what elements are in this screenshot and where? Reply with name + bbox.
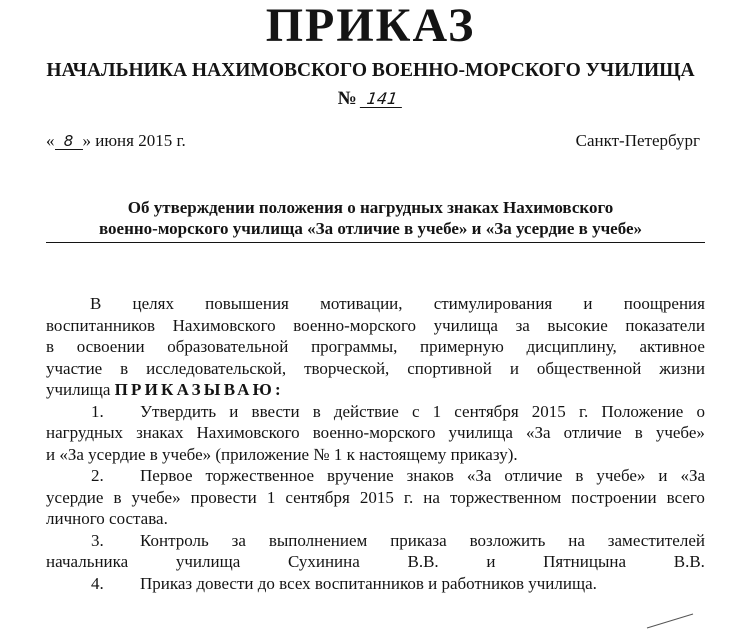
item-4-line-1: [46, 573, 705, 595]
word: за: [231, 530, 246, 550]
word: учебе»: [131, 487, 181, 507]
date-open-quote: «: [46, 131, 55, 150]
word: военно-морского: [293, 315, 417, 335]
item-2-line-2: [46, 487, 705, 509]
word: возложить: [469, 530, 546, 550]
word: «За: [680, 466, 705, 485]
item-2-line-3: личного состава.: [46, 509, 168, 528]
word: построении: [571, 487, 657, 507]
word: отличие: [504, 466, 563, 485]
intro-word: и: [583, 294, 593, 313]
word: в: [120, 358, 129, 378]
word: освоении: [76, 337, 145, 356]
intro-word: поощрения: [623, 294, 705, 313]
word: 1: [432, 401, 442, 421]
word: училища: [448, 423, 513, 442]
item-text: Приказ довести до всех воспитанников и работников училища.: [140, 573, 597, 593]
word: «За: [525, 423, 551, 442]
word: отличие: [563, 423, 622, 442]
word: училища: [175, 552, 241, 571]
word: образовательной: [167, 337, 289, 356]
word: в: [46, 337, 55, 356]
date-rest: » июня 2015 г.: [82, 131, 186, 150]
word: участие: [46, 358, 103, 378]
word: показатели: [625, 315, 705, 335]
word: на: [568, 530, 585, 550]
intro-word: стимулирования: [433, 294, 553, 313]
word: Положение: [601, 401, 684, 421]
intro-word: целях: [132, 294, 174, 313]
date-day-handwritten: 8: [55, 133, 83, 150]
word: жизни: [659, 358, 705, 378]
word: сентября: [285, 487, 350, 507]
word: вручение: [327, 466, 394, 485]
item-text: [140, 401, 705, 423]
word: нагрудных: [46, 423, 123, 442]
word: приказа: [390, 530, 447, 550]
item-text: [140, 530, 705, 552]
intro-prefix: училища: [46, 380, 111, 399]
word: активное: [639, 337, 705, 356]
order-heading: [0, 197, 741, 239]
item-1-line-3: и «За усердие в учебе» (приложение № 1 к настоящему приказу).: [46, 444, 518, 464]
item-1-line-2: [46, 422, 705, 444]
word: заместителей: [607, 530, 705, 550]
word: программы,: [311, 337, 398, 356]
word: знаков: [406, 466, 454, 485]
word: о: [696, 401, 705, 421]
word: г.: [578, 401, 589, 421]
item-3-line-1: [46, 530, 705, 552]
signature-scribble: [645, 610, 695, 630]
word: Пятницына: [543, 552, 627, 571]
word: творческой,: [304, 358, 390, 378]
document-title: ПРИКАЗ: [265, 0, 476, 52]
word: «За: [466, 466, 492, 485]
word: выполнением: [268, 530, 368, 550]
word: В.В.: [673, 552, 705, 571]
word: всего: [666, 487, 705, 507]
word: и: [509, 358, 519, 378]
word: ввести: [251, 401, 300, 421]
word: спортивной: [407, 358, 492, 378]
order-city: Санкт-Петербург: [575, 131, 700, 150]
intro-line-1: [46, 293, 705, 315]
item-number: 1.: [91, 401, 104, 421]
word: действие: [333, 401, 399, 421]
word: в: [634, 423, 643, 442]
heading-line-2: военно-морского училища «За отличие в учебе» и «За усердие в учебе»: [98, 219, 643, 238]
word: Первое: [140, 466, 193, 485]
word: училища: [433, 315, 498, 335]
intro-word: повышения: [205, 294, 289, 313]
word: Сухинина: [287, 552, 360, 571]
intro-line-3: [46, 336, 705, 358]
item-3-line-2: [46, 551, 705, 573]
item-2-line-1: [46, 465, 705, 487]
word: в: [113, 487, 122, 507]
word: в: [575, 466, 584, 485]
word: г.: [403, 487, 414, 507]
intro-line-4: [46, 358, 705, 380]
number-handwritten: 141: [360, 91, 404, 108]
order-body: [46, 293, 705, 594]
word: торжественное: [205, 466, 315, 485]
intro-word: мотивации,: [320, 294, 403, 313]
word: знаках: [136, 423, 184, 442]
word: военно-морского: [312, 423, 436, 442]
item-number: 4.: [91, 573, 104, 593]
word: учебе»: [655, 423, 705, 442]
intro-line-5: [46, 379, 705, 401]
word: на: [423, 487, 440, 507]
word: 2015: [359, 487, 394, 507]
heading-divider: [46, 242, 705, 243]
word: в: [312, 401, 321, 421]
word: и: [486, 552, 496, 571]
word: с: [411, 401, 420, 421]
word: исследовательской,: [146, 358, 287, 378]
intro-line-2: [46, 315, 705, 337]
word: В.В.: [407, 552, 439, 571]
order-date: [46, 131, 186, 151]
word: сентября: [454, 401, 519, 421]
word: и: [658, 466, 668, 485]
word: Нахимовского: [172, 315, 276, 335]
word: торжественном: [449, 487, 562, 507]
order-number: [0, 87, 741, 111]
word: Нахимовского: [196, 423, 300, 442]
word: Утвердить: [140, 401, 217, 421]
word: и: [229, 401, 239, 421]
intro-word: В: [90, 294, 102, 313]
word: учебе»: [596, 466, 646, 485]
word: начальника: [46, 552, 129, 571]
word: 2015: [531, 401, 566, 421]
item-number: 2.: [91, 466, 104, 485]
word: провести: [190, 487, 257, 507]
number-label: №: [337, 88, 357, 109]
word: усердие: [46, 487, 104, 507]
item-1-line-1: [46, 401, 705, 423]
heading-line-1: Об утверждении положения о нагрудных знаках Нахимовского: [127, 198, 614, 217]
word: общественной: [536, 358, 642, 378]
word: примерную: [420, 337, 504, 356]
word: 1: [266, 487, 276, 507]
word: за: [515, 315, 530, 335]
word: дисциплину,: [526, 337, 617, 356]
document-subtitle: НАЧАЛЬНИКА НАХИМОВСКОГО ВОЕННО-МОРСКОГО УЧИЛИЩА: [46, 60, 695, 81]
item-number: 3.: [91, 530, 104, 550]
word: Контроль: [140, 530, 209, 550]
orders-word: ПРИКАЗЫВАЮ:: [114, 380, 284, 399]
item-text: [140, 465, 705, 487]
word: воспитанников: [46, 315, 155, 335]
word: высокие: [547, 315, 608, 335]
